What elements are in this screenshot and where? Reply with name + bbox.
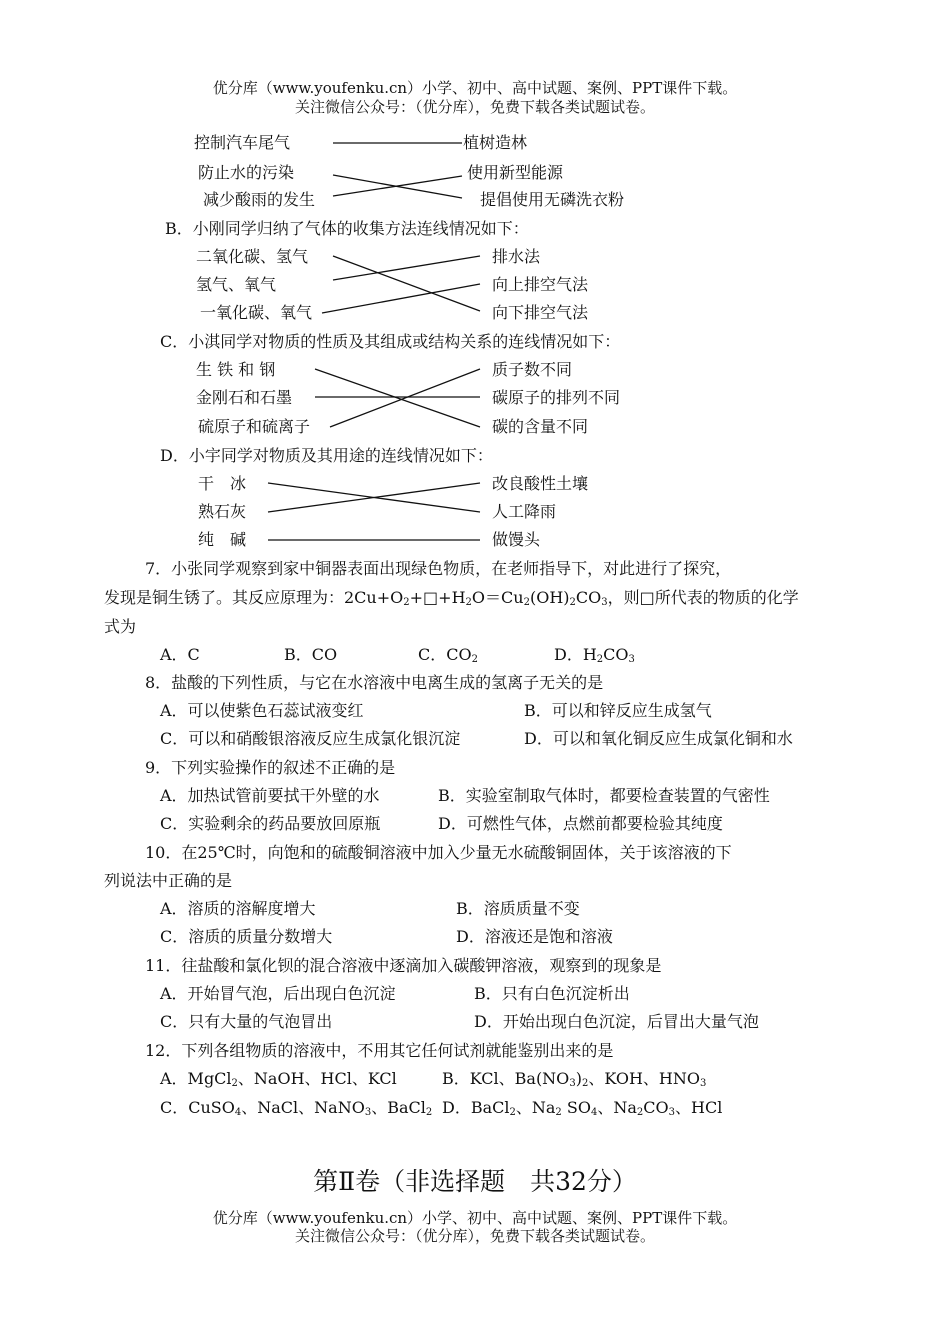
q6a-left-1: 控制汽车尾气	[194, 133, 291, 152]
q11-stem: 11．往盐酸和氯化钡的混合溶液中逐滴加入碳酸钾溶液，观察到的现象是	[145, 956, 662, 975]
q6c-intro: C．小淇同学对物质的性质及其组成或结构关系的连线情况如下：	[160, 332, 621, 351]
q8-stem: 8．盐酸的下列性质，与它在水溶液中电离生成的氢离子无关的是	[145, 673, 604, 692]
line-c3	[330, 369, 480, 427]
q12-option-a: A．MgCl$_2$、NaOH、HCl、KCl	[160, 1069, 397, 1089]
q7-option-c: C．$CO_2$	[418, 645, 478, 665]
line-d2	[268, 483, 480, 512]
q11-option-b: B．只有白色沉淀析出	[474, 984, 630, 1003]
line-b3	[322, 284, 480, 313]
q7-option-a: A．C	[160, 645, 200, 664]
section-title: 第Ⅱ卷（非选择题 共32分）	[313, 1167, 637, 1196]
line-b1	[333, 256, 480, 311]
q6c-right-3: 碳的含量不同	[492, 417, 589, 436]
q6d-right-1: 改良酸性土壤	[492, 474, 589, 493]
q6a-right-2: 使用新型能源	[467, 163, 564, 182]
q6c-right-2: 碳原子的排列不同	[492, 388, 621, 407]
q9-option-c: C．实验剩余的药品要放回原瓶	[160, 814, 381, 833]
watermark-header-line2: 关注微信公众号：（优分库），免费下载各类试题试卷。	[294, 98, 655, 116]
q10-option-a: A．溶质的溶解度增大	[160, 899, 316, 918]
q10-option-d: D．溶液还是饱和溶液	[456, 927, 613, 946]
q6d-right-2: 人工降雨	[492, 502, 557, 521]
q6b-left-1: 二氧化碳、氢气	[196, 247, 309, 266]
q6b-right-2: 向上排空气法	[492, 275, 589, 294]
q7-line3: 式为	[104, 617, 137, 636]
q12-option-b: B．KCl、$Ba(NO_3)_2$、KOH、$HNO_3$	[442, 1069, 707, 1089]
q9-option-b: B．实验室制取气体时，都要检查装置的气密性	[438, 786, 770, 805]
q9-option-a: A．加热试管前要拭干外壁的水	[160, 786, 380, 805]
q10-option-b: B．溶质质量不变	[456, 899, 580, 918]
q8-option-b: B．可以和锌反应生成氢气	[524, 701, 712, 720]
q6b-right-3: 向下排空气法	[492, 303, 589, 322]
q8-option-d: D．可以和氧化铜反应生成氯化铜和水	[524, 729, 793, 748]
line-b2	[333, 256, 480, 280]
q6a-right-3: 提倡使用无磷洗衣粉	[480, 190, 625, 209]
q12-option-d: D．BaCl$_2$、$Na_2$ $SO_4$、$Na_2CO_3$、HCl	[442, 1098, 723, 1118]
q8-option-a: A．可以使紫色石蕊试液变红	[160, 701, 364, 720]
line-c1	[315, 369, 480, 427]
q6b-intro: B．小刚同学归纳了气体的收集方法连线情况如下：	[165, 219, 529, 238]
q7-option-b: B．CO	[284, 645, 338, 664]
q6b-left-3: 一氧化碳、氧气	[200, 303, 313, 322]
q6c-right-1: 质子数不同	[492, 360, 573, 379]
q11-option-c: C．只有大量的气泡冒出	[160, 1012, 333, 1031]
watermark-header-line1: 优分库（www.youfenku.cn）小学、初中、高中试题、案例、PPT课件下载。	[212, 79, 738, 97]
line-d1	[268, 483, 480, 512]
q6d-left-1: 干 冰	[198, 474, 247, 493]
q6d-left-2: 熟石灰	[198, 502, 247, 521]
watermark-footer-line2: 关注微信公众号：（优分库），免费下载各类试题试卷。	[294, 1227, 655, 1245]
line-a3	[333, 176, 462, 196]
q8-option-c: C．可以和硝酸银溶液反应生成氯化银沉淀	[160, 729, 461, 748]
q6d-right-3: 做馒头	[492, 530, 541, 549]
q7-line1: 7．小张同学观察到家中铜器表面出现绿色物质，在老师指导下，对此进行了探究，	[145, 559, 732, 578]
q11-option-a: A．开始冒气泡，后出现白色沉淀	[160, 984, 396, 1003]
q6a-right-1: 植树造林	[463, 133, 528, 152]
q10-line2: 列说法中正确的是	[104, 871, 233, 890]
q6b-left-2: 氢气、氧气	[196, 275, 277, 294]
q6a-left-3: 减少酸雨的发生	[203, 190, 316, 209]
q9-stem: 9．下列实验操作的叙述不正确的是	[145, 758, 396, 777]
q10-line1: 10．在25℃时，向饱和的硫酸铜溶液中加入少量无水硫酸铜固体，关于该溶液的下	[145, 843, 732, 862]
q7-line2: 发现是铜生锈了。其反应原理为：$2Cu+O_2+□+H_2O=Cu_2(OH)_2CO_3$，则□所代表的物质的化学	[104, 588, 799, 608]
q6c-left-3: 硫原子和硫离子	[198, 417, 311, 436]
q10-option-c: C．溶质的质量分数增大	[160, 927, 333, 946]
q12-option-c: C．CuSO$_4$、NaCl、NaNO$_3$、BaCl$_2$	[160, 1098, 433, 1118]
q7-option-d: D．$H_2CO_3$	[554, 645, 635, 665]
q11-option-d: D．开始出现白色沉淀，后冒出大量气泡	[474, 1012, 759, 1031]
q6c-left-2: 金刚石和石墨	[196, 388, 293, 407]
line-a2	[333, 175, 462, 198]
q6c-left-1: 生 铁 和 钢	[196, 360, 276, 379]
q6d-left-3: 纯 碱	[198, 530, 247, 549]
q12-stem: 12．下列各组物质的溶液中，不用其它任何试剂就能鉴别出来的是	[145, 1041, 614, 1060]
watermark-footer-line1: 优分库（www.youfenku.cn）小学、初中、高中试题、案例、PPT课件下载。	[212, 1209, 738, 1227]
q6d-intro: D．小宇同学对物质及其用途的连线情况如下：	[160, 446, 493, 465]
q6a-left-2: 防止水的污染	[198, 163, 295, 182]
q9-option-d: D．可燃性气体，点燃前都要检验其纯度	[438, 814, 723, 833]
q6b-right-1: 排水法	[492, 247, 541, 266]
